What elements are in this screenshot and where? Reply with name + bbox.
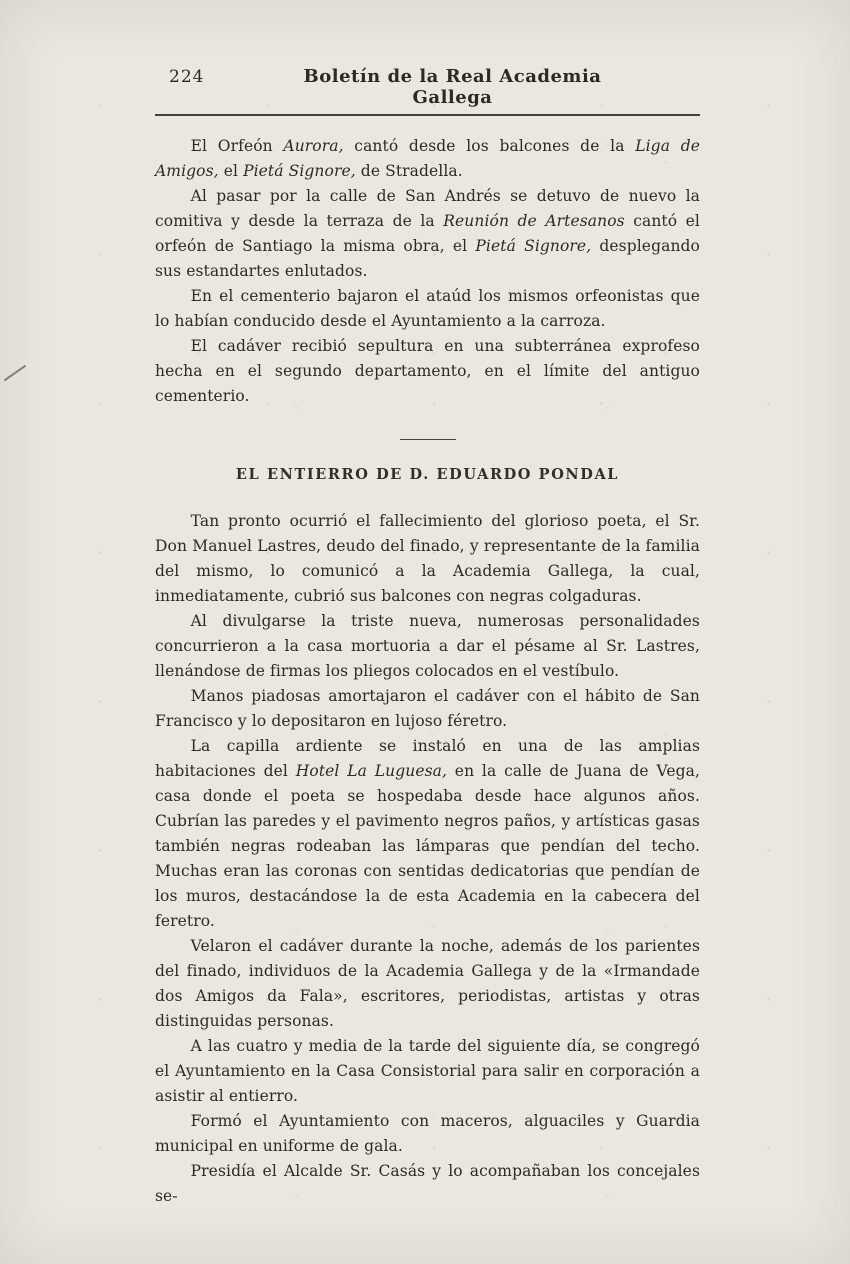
italic-text: Pietá Signore, — [475, 237, 592, 255]
body-text: El cadáver recibió sepultura en una subterránea exprofeso hecha en el segundo departamento, en el límite del antiguo cementerio. — [155, 337, 700, 405]
body-text: Presidía el Alcalde Sr. Casás y lo acompañaban los concejales se- — [155, 1162, 700, 1205]
body-text: cantó el orfeón de Santiago la misma obra, el — [155, 212, 700, 255]
body-text: Velaron el cadáver durante la noche, además de los parientes del finado, individuos de la Academia Gallega y de la «Irmandade dos Amigos da Fala», escritores, periodistas, artistas y otras distinguidas personas. — [155, 937, 700, 1030]
body-text: en la calle de Juana de Vega, casa donde el poeta se hospedaba desde hace algunos años. Cubrían las paredes y el pavimento negros paños, y artísticas gasas también negras rodeaban las lámparas que pendían del techo. Muchas eran las coronas con sentidas dedicatorias que pendían de los muros, destacándose la de esta Academia en la cabecera del feretro. — [155, 762, 700, 930]
body-text: El Orfeón — [190, 137, 284, 155]
section-1-text — [155, 134, 700, 409]
paragraph — [155, 734, 700, 934]
body-text: Al pasar por la calle de San Andrés se detuvo de nuevo la comitiva y desde la terraza de la — [155, 187, 700, 230]
body-text: Formó el Ayuntamiento con maceros, alguaciles y Guardia municipal en uniforme de gala. — [155, 1112, 700, 1155]
body-text: En el cementerio bajaron el ataúd los mismos orfeonistas que lo habían conducido desde el Ayuntamiento a la carroza. — [155, 287, 700, 330]
section-2-text — [155, 509, 700, 1209]
body-text: de Stradella. — [355, 162, 463, 180]
italic-text: Pietá Signore, — [243, 162, 356, 180]
scan-artifact-mark — [4, 365, 26, 382]
section-heading: EL ENTIERRO DE D. EDUARDO PONDAL — [235, 466, 620, 483]
italic-text: Aurora, — [283, 137, 344, 155]
paragraph — [155, 934, 700, 1034]
paragraph — [155, 684, 700, 734]
body-text: A las cuatro y media de la tarde del siguiente día, se congregó el Ayuntamiento en la Casa Consistorial para salir en corporación a asistir al entierro. — [155, 1037, 700, 1105]
body-text: cantó desde los balcones de la — [343, 137, 636, 155]
paragraph — [155, 334, 700, 409]
body-text: el — [218, 162, 244, 180]
body-text: Tan pronto ocurrió el fallecimiento del glorioso poeta, el Sr. Don Manuel Lastres, deudo del finado, y representante de la familia del mismo, lo comunicó a la Academia Gallega, la cual, inmediatamente, cubrió sus balcones con negras colgaduras. — [155, 512, 700, 605]
page-header — [155, 66, 700, 116]
paragraph — [155, 1034, 700, 1109]
body-text: Manos piadosas amortajaron el cadáver con el hábito de San Francisco y lo depositaron en lujoso féretro. — [155, 687, 700, 730]
paragraph — [155, 134, 700, 184]
paragraph — [155, 609, 700, 684]
page-content — [155, 66, 700, 1209]
paragraph — [155, 509, 700, 609]
page-number: 224 — [169, 67, 205, 87]
body-text: desplegando sus estandartes enlutados. — [155, 237, 700, 280]
italic-text: Hotel La Luguesa, — [295, 762, 448, 780]
paragraph — [155, 184, 700, 284]
italic-text: Reunión de Artesanos — [443, 212, 625, 230]
paragraph — [155, 1159, 700, 1209]
paragraph — [155, 1109, 700, 1159]
italic-text: Liga de Amigos, — [155, 137, 701, 180]
header-title: Boletín de la Real Academia Gallega — [303, 66, 602, 108]
section-divider — [400, 439, 456, 440]
body-text: Al divulgarse la triste nueva, numerosas personalidades concurrieron a la casa mortuoria a dar el pésame al Sr. Lastres, llenándose de firmas los pliegos colocados en el vestíbulo. — [155, 612, 700, 680]
paragraph — [155, 284, 700, 334]
body-text: La capilla ardiente se instaló en una de las amplias habitaciones del — [155, 737, 700, 780]
